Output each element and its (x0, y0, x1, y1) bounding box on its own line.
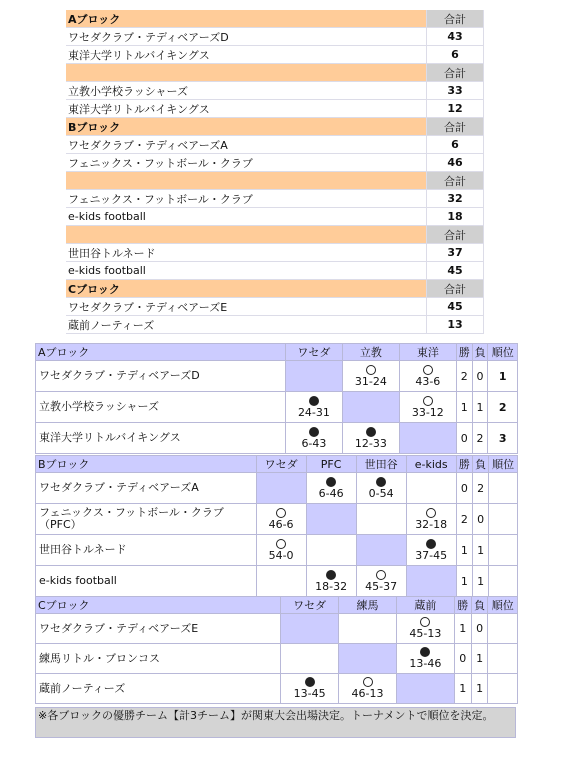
rank: 2 (488, 392, 518, 423)
team-name: フェニックス・フットボール・クラブ (66, 190, 427, 208)
result-score: 6-43 (301, 436, 327, 450)
result-cell (406, 535, 456, 566)
win-header: 勝 (456, 344, 472, 361)
team-name: 東洋大学リトルバイキングス (66, 100, 427, 118)
result-cell (342, 361, 399, 392)
wins: 1 (454, 614, 471, 644)
team-name (36, 504, 257, 535)
team-name (36, 423, 286, 454)
result-score: 46-6 (268, 517, 294, 531)
result-cell (342, 423, 399, 454)
losses: 0 (471, 614, 488, 644)
wins: 1 (456, 392, 472, 423)
team-score: 46 (427, 154, 484, 172)
self-cell (406, 566, 456, 597)
opponent-header: 蔵前 (396, 597, 454, 614)
wins: 1 (456, 566, 472, 597)
result-cell (256, 566, 306, 597)
score-row (66, 100, 484, 118)
team-name-line: 練馬リトル・ブロンコス (39, 651, 160, 665)
team-name-line: 東洋大学リトルバイキングス (39, 431, 181, 444)
total-label: 合計 (427, 10, 484, 28)
loss-mark-icon (426, 539, 436, 549)
wins: 0 (454, 644, 471, 674)
loss-header: 負 (472, 344, 488, 361)
rank-header: 順位 (489, 456, 518, 473)
losses: 0 (472, 361, 488, 392)
team-name-line: （PFC） (39, 518, 82, 531)
wins: 1 (456, 535, 472, 566)
team-row (36, 361, 518, 392)
wins: 2 (456, 361, 472, 392)
win-header: 勝 (456, 456, 472, 473)
rank-header: 順位 (488, 344, 518, 361)
result-cell (406, 473, 456, 504)
total-label: 合計 (427, 172, 484, 190)
team-row (36, 566, 518, 597)
team-score: 37 (427, 244, 484, 262)
team-name: ワセダクラブ・テディベアーズA (66, 136, 427, 154)
self-cell (399, 423, 456, 454)
team-name: 世田谷トルネード (66, 244, 427, 262)
total-label: 合計 (427, 280, 484, 298)
wins: 1 (454, 674, 471, 704)
team-row (36, 614, 518, 644)
self-cell (396, 674, 454, 704)
rank: 1 (488, 361, 518, 392)
result-score: 13-46 (409, 657, 442, 670)
team-name-line: ワセダクラブ・テディベアーズE (39, 621, 199, 635)
loss-header: 負 (471, 597, 488, 614)
wins: 2 (456, 504, 472, 535)
result-score: 45-13 (409, 627, 442, 640)
loss-mark-icon (309, 396, 319, 406)
score-row (66, 262, 484, 280)
block-title: Cブロック (36, 597, 281, 614)
wins: 0 (456, 423, 472, 454)
self-cell (285, 361, 342, 392)
losses: 0 (473, 504, 489, 535)
result-cell (256, 535, 306, 566)
losses: 1 (471, 674, 488, 704)
block-label: Cブロック (66, 280, 427, 298)
score-row (66, 46, 484, 64)
team-row (36, 392, 518, 423)
team-row (36, 423, 518, 454)
result-cell (356, 504, 406, 535)
result-score: 13-45 (293, 687, 326, 700)
result-cell (356, 566, 406, 597)
result-cell (281, 644, 339, 674)
team-name (36, 674, 281, 704)
loss-mark-icon (309, 427, 319, 437)
block-header-row (66, 64, 484, 82)
losses: 1 (473, 566, 489, 597)
team-row (36, 535, 518, 566)
win-mark-icon (276, 508, 286, 518)
team-name: ワセダクラブ・テディベアーズE (66, 298, 427, 316)
score-row (66, 82, 484, 100)
team-score: 33 (427, 82, 484, 100)
loss-mark-icon (326, 570, 336, 580)
team-score: 43 (427, 28, 484, 46)
team-name (36, 392, 286, 423)
result-score: 31-24 (354, 374, 387, 388)
result-cell (406, 504, 456, 535)
result-cell (399, 392, 456, 423)
score-row (66, 190, 484, 208)
result-cell (339, 674, 397, 704)
grid-header-row (36, 344, 518, 361)
result-score: 0-54 (368, 486, 394, 500)
block-label (66, 172, 427, 190)
score-row (66, 28, 484, 46)
team-name: 東洋大学リトルバイキングス (66, 46, 427, 64)
total-label: 合計 (427, 64, 484, 82)
team-name: e-kids football (66, 262, 427, 280)
team-row (36, 504, 518, 535)
block-label: Aブロック (66, 10, 427, 28)
team-row (36, 674, 518, 704)
win-mark-icon (366, 365, 376, 375)
league-grid-b (35, 455, 518, 597)
result-cell (285, 423, 342, 454)
team-score: 45 (427, 298, 484, 316)
rank (489, 473, 518, 504)
self-cell (256, 473, 306, 504)
block-header-row (66, 10, 484, 28)
score-row (66, 244, 484, 262)
result-score: 18-32 (315, 579, 348, 593)
block-header-row (66, 118, 484, 136)
team-name (36, 566, 257, 597)
opponent-header: PFC (306, 456, 356, 473)
team-name (36, 644, 281, 674)
losses: 1 (471, 644, 488, 674)
self-cell (306, 504, 356, 535)
win-mark-icon (376, 570, 386, 580)
team-row (36, 644, 518, 674)
result-score: 24-31 (297, 405, 330, 419)
win-mark-icon (363, 677, 373, 687)
team-name (36, 473, 257, 504)
block-title: Aブロック (36, 344, 286, 361)
team-name (36, 535, 257, 566)
team-name-line: フェニックス・フットボール・クラブ (39, 506, 224, 519)
team-name: フェニックス・フットボール・クラブ (66, 154, 427, 172)
block-label (66, 226, 427, 244)
result-cell (396, 644, 454, 674)
result-cell (306, 535, 356, 566)
team-row (36, 473, 518, 504)
win-mark-icon (423, 396, 433, 406)
result-cell (306, 566, 356, 597)
team-name-line: ワセダクラブ・テディベアーズA (39, 481, 199, 494)
block-header-row (66, 226, 484, 244)
win-header: 勝 (454, 597, 471, 614)
rank (488, 674, 518, 704)
opponent-header: 世田谷 (356, 456, 406, 473)
opponent-header: ワセダ (281, 597, 339, 614)
win-mark-icon (426, 508, 436, 518)
self-cell (356, 535, 406, 566)
self-cell (339, 644, 397, 674)
rank-header: 順位 (488, 597, 518, 614)
opponent-header: ワセダ (285, 344, 342, 361)
loss-mark-icon (305, 677, 315, 687)
result-score: 37-45 (415, 548, 448, 562)
team-name (36, 614, 281, 644)
loss-header: 負 (473, 456, 489, 473)
team-name-line: 立教小学校ラッシャーズ (39, 400, 160, 413)
opponent-header: 立教 (342, 344, 399, 361)
result-score: 43-6 (415, 374, 441, 388)
loss-mark-icon (366, 427, 376, 437)
score-row (66, 316, 484, 334)
match-scores-table (66, 10, 484, 334)
rank (488, 644, 518, 674)
self-cell (281, 614, 339, 644)
result-cell (356, 473, 406, 504)
loss-mark-icon (376, 477, 386, 487)
opponent-header: 練馬 (339, 597, 397, 614)
block-header-row (66, 280, 484, 298)
opponent-header: 東洋 (399, 344, 456, 361)
score-row (66, 154, 484, 172)
team-score: 32 (427, 190, 484, 208)
team-score: 6 (427, 46, 484, 64)
result-score: 33-12 (411, 405, 444, 419)
block-header-row (66, 172, 484, 190)
score-row (66, 208, 484, 226)
rank: 3 (488, 423, 518, 454)
result-score: 46-13 (351, 687, 384, 700)
team-name: ワセダクラブ・テディベアーズD (66, 28, 427, 46)
team-score: 13 (427, 316, 484, 334)
team-name-line: 蔵前ノーティーズ (39, 681, 126, 695)
loss-mark-icon (326, 477, 336, 487)
losses: 1 (472, 392, 488, 423)
block-title: Bブロック (36, 456, 257, 473)
team-score: 18 (427, 208, 484, 226)
block-label: Bブロック (66, 118, 427, 136)
result-score: 32-18 (415, 517, 448, 531)
win-mark-icon (420, 617, 430, 627)
score-row (66, 136, 484, 154)
losses: 2 (472, 423, 488, 454)
losses: 2 (473, 473, 489, 504)
result-score: 54-0 (268, 548, 294, 562)
result-cell (306, 473, 356, 504)
team-name: 立教小学校ラッシャーズ (66, 82, 427, 100)
team-name: 蔵前ノーティーズ (66, 316, 427, 334)
rank (489, 566, 518, 597)
result-score: 45-37 (365, 579, 398, 593)
opponent-header: ワセダ (256, 456, 306, 473)
rank (489, 535, 518, 566)
team-score: 12 (427, 100, 484, 118)
result-score: 6-46 (318, 486, 344, 500)
self-cell (342, 392, 399, 423)
team-name-line: e-kids football (39, 574, 117, 587)
result-cell (396, 614, 454, 644)
block-label (66, 64, 427, 82)
loss-mark-icon (420, 647, 430, 657)
opponent-header: e-kids (406, 456, 456, 473)
grid-header-row (36, 456, 518, 473)
team-name (36, 361, 286, 392)
team-score: 6 (427, 136, 484, 154)
rank (489, 504, 518, 535)
score-row (66, 298, 484, 316)
result-cell (399, 361, 456, 392)
league-grid-a (35, 343, 518, 454)
grid-header-row (36, 597, 518, 614)
team-name: e-kids football (66, 208, 427, 226)
result-cell (256, 504, 306, 535)
team-name-line: 世田谷トルネード (39, 543, 127, 556)
total-label: 合計 (427, 226, 484, 244)
team-name-line: ワセダクラブ・テディベアーズD (39, 369, 200, 382)
league-grid-c (35, 596, 518, 704)
result-cell (285, 392, 342, 423)
win-mark-icon (423, 365, 433, 375)
result-cell (339, 614, 397, 644)
team-score: 45 (427, 262, 484, 280)
footnote: ※各ブロックの優勝チーム【計3チーム】が関東大会出場決定。トーナメントで順位を決定。 (35, 707, 516, 738)
result-cell (281, 674, 339, 704)
result-score: 12-33 (354, 436, 387, 450)
total-label: 合計 (427, 118, 484, 136)
rank (488, 614, 518, 644)
losses: 1 (473, 535, 489, 566)
wins: 0 (456, 473, 472, 504)
win-mark-icon (276, 539, 286, 549)
